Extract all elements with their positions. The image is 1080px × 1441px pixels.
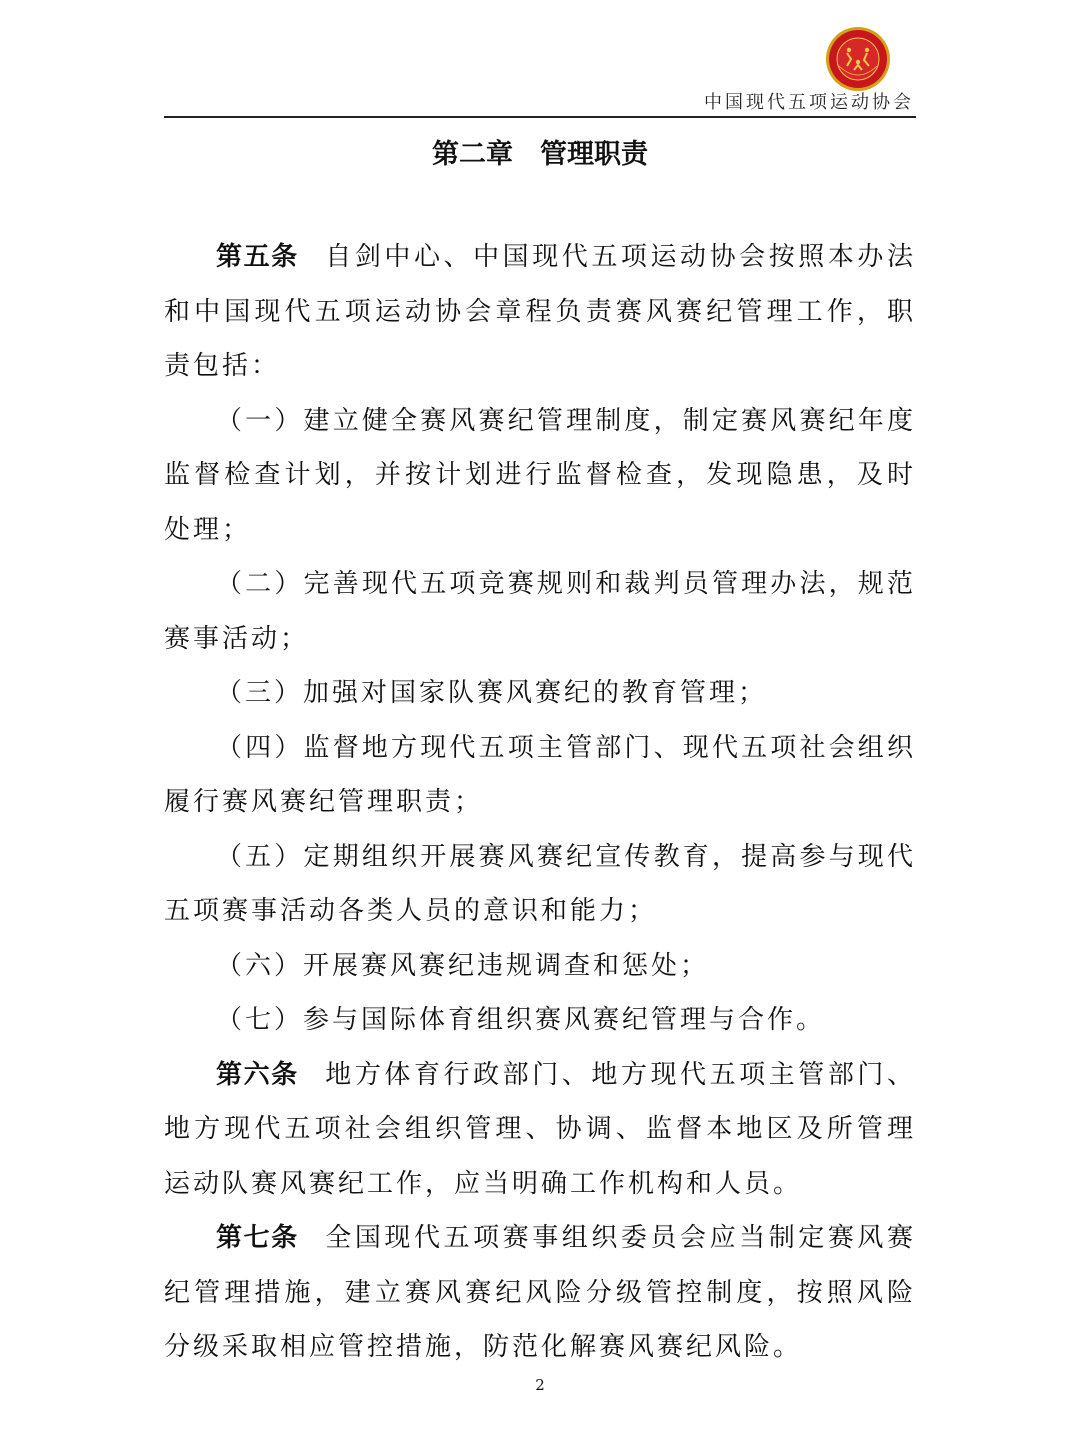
document-body: [164, 230, 916, 1375]
article-7-heading: 第七条: [216, 1223, 299, 1253]
article-5-item-1: （一）建立健全赛风赛纪管理制度，制定赛风赛纪年度监督检查计划，并按计划进行监督检查，发现隐患，及时处理；: [164, 405, 916, 545]
article-5-text: 自剑中心、中国现代五项运动协会按照本办法和中国现代五项运动协会章程负责赛风赛纪管理工作，职责包括：: [164, 242, 916, 381]
article-5-heading: 第五条: [216, 242, 299, 272]
header-divider: [164, 116, 916, 118]
article-5-item-5: （五）定期组织开展赛风赛纪宣传教育，提高参与现代五项赛事活动各类人员的意识和能力；: [164, 841, 916, 926]
association-logo: [825, 26, 891, 92]
article-6: [164, 1048, 916, 1212]
article-5-item-6: （六）开展赛风赛纪违规调查和惩处；: [216, 950, 710, 981]
page-number: 2: [535, 1376, 545, 1394]
article-5-item-3: （三）加强对国家队赛风赛纪的教育管理；: [216, 678, 768, 708]
article-5-item-2: （二）完善现代五项竞赛规则和裁判员管理办法，规范赛事活动；: [164, 569, 916, 654]
article-7: [164, 1211, 916, 1375]
article-6-heading: 第六条: [216, 1059, 299, 1090]
article-5-item-7: （七）参与国际体育组织赛风赛纪管理与合作。: [216, 1005, 826, 1035]
article-6-text: 地方体育行政部门、地方现代五项主管部门、地方现代五项社会组织管理、协调、监督本地区及所管理运动队赛风赛纪工作，应当明确工作机构和人员。: [164, 1059, 916, 1199]
chapter-title: 第二章 管理职责: [432, 139, 648, 170]
article-7-text: 全国现代五项赛事组织委员会应当制定赛风赛纪管理措施，建立赛风赛纪风险分级管控制度，按照风险分级采取相应管控措施，防范化解赛风赛纪风险。: [164, 1223, 916, 1362]
article-5-item-4: （四）监督地方现代五项主管部门、现代五项社会组织履行赛风赛纪管理职责；: [164, 732, 916, 817]
article-5: [164, 230, 916, 394]
header-org-name: 中国现代五项运动协会: [704, 92, 914, 113]
